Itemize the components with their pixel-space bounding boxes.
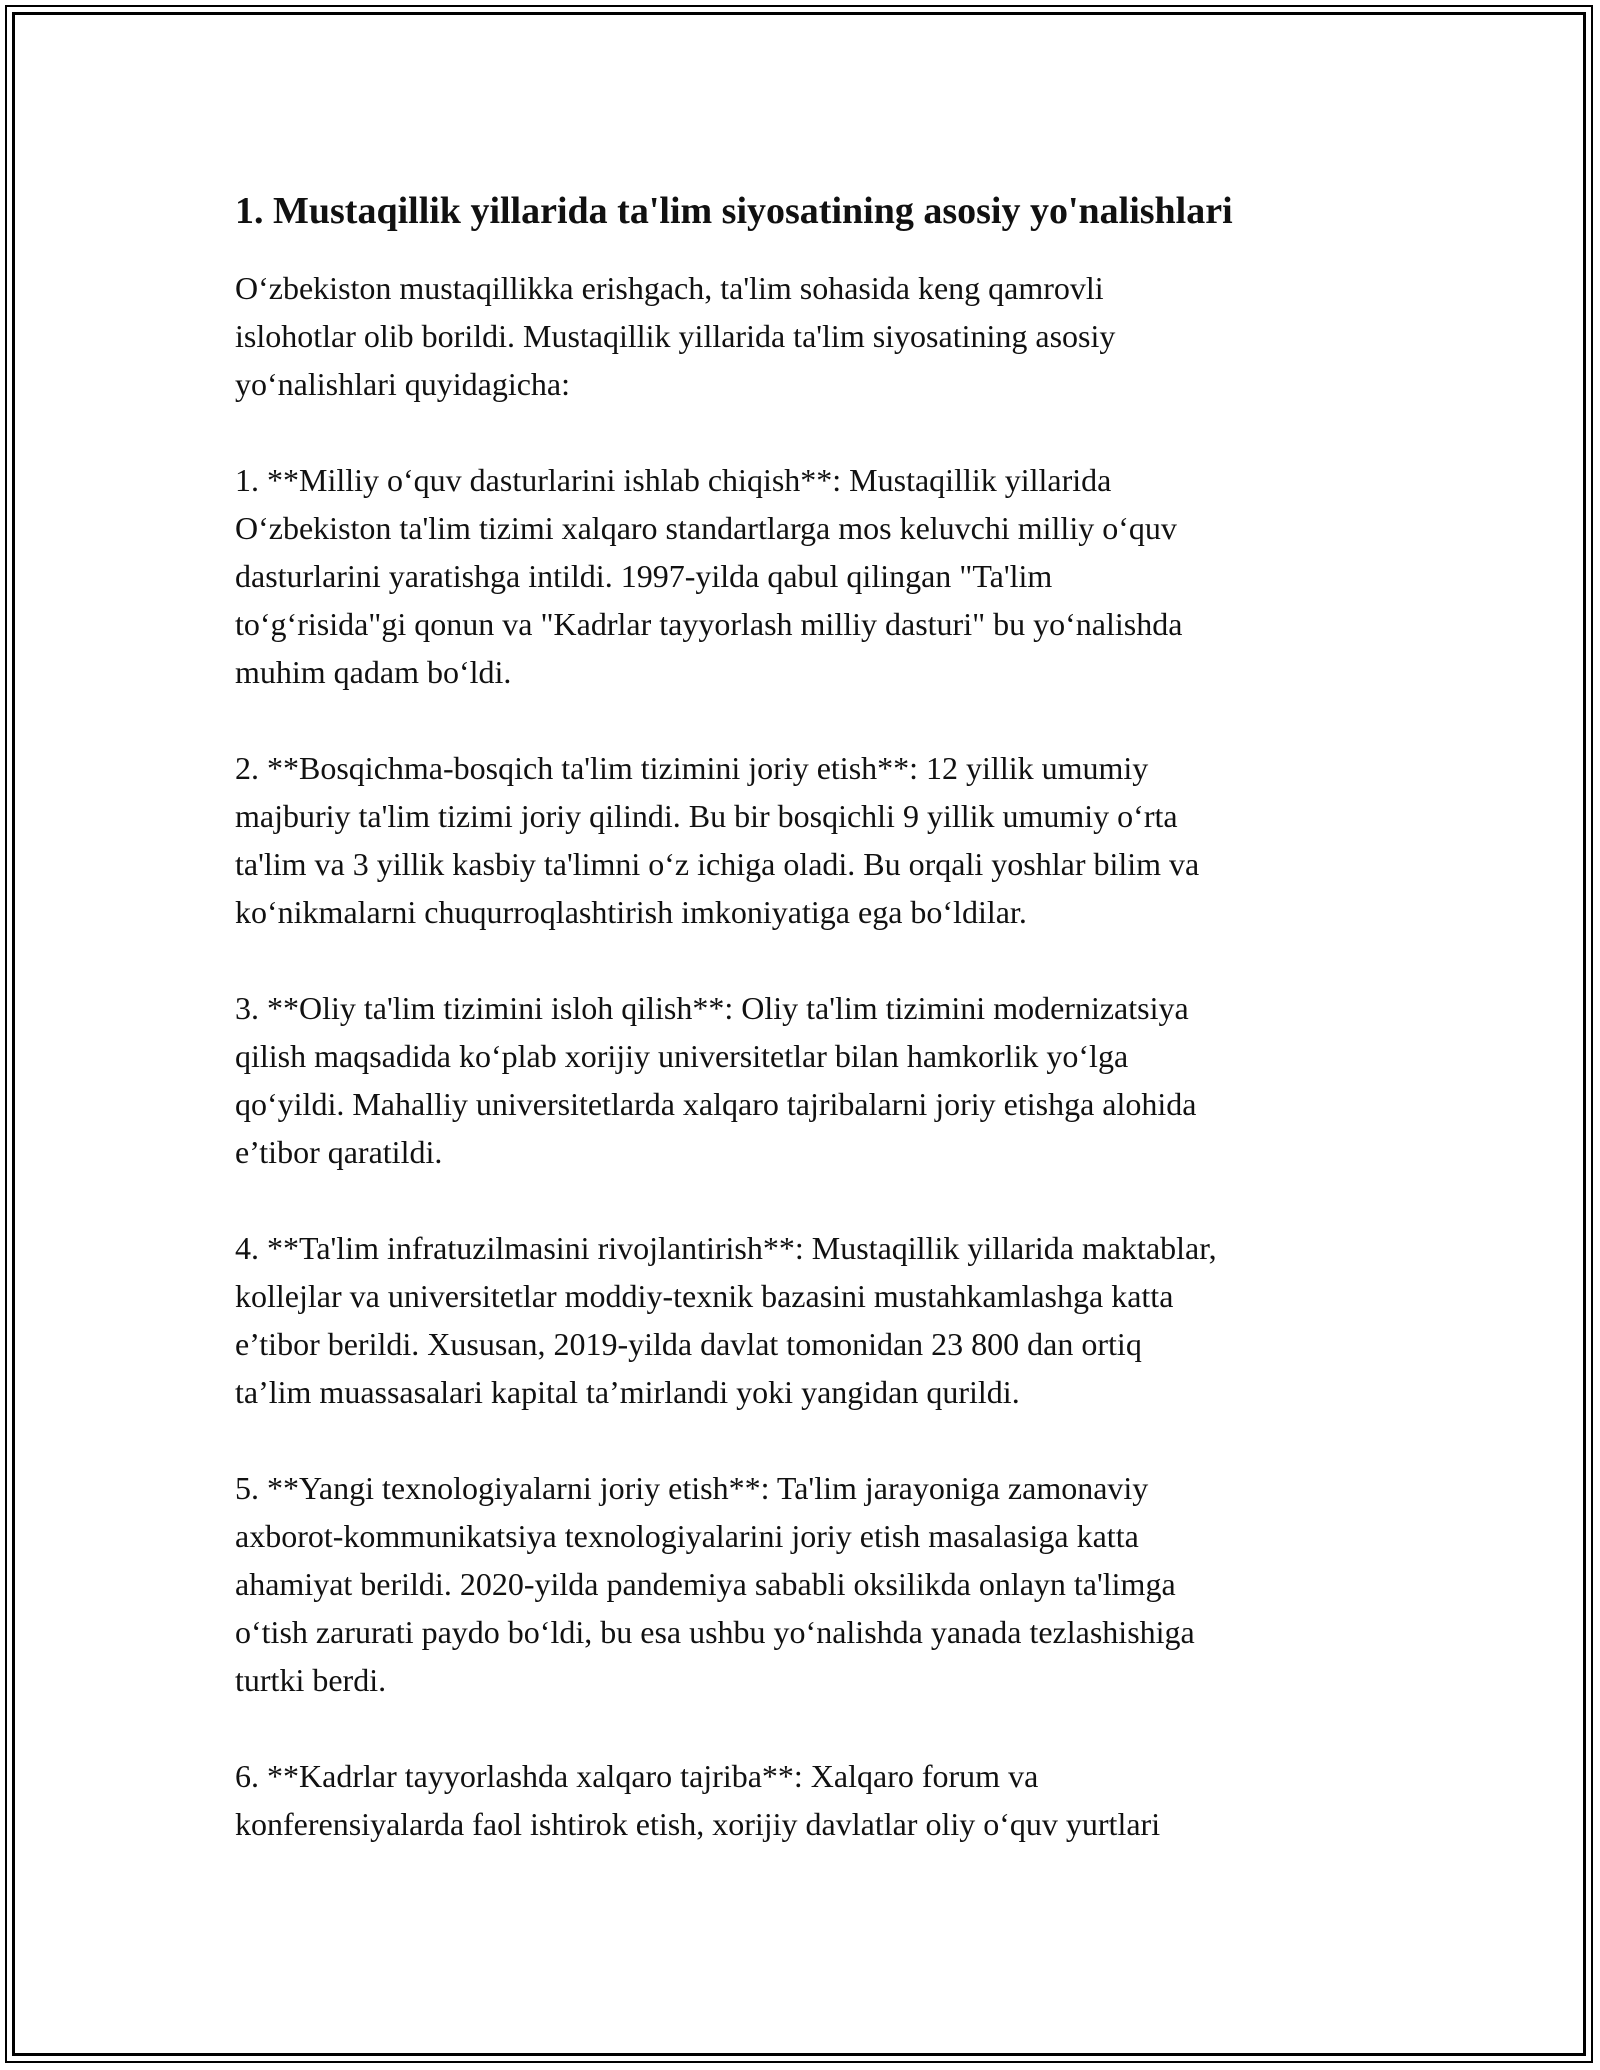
text-line: to‘g‘risida"gi qonun va "Kadrlar tayyorlash milliy dasturi" bu yo‘nalishda bbox=[235, 606, 1183, 642]
text-line: dasturlarini yaratishga intildi. 1997-yilda qabul qilingan "Ta'lim bbox=[235, 558, 1053, 594]
text-line: konferensiyalarda faol ishtirok etish, xorijiy davlatlar oliy o‘quv yurtlari bbox=[235, 1806, 1161, 1842]
intro-paragraph bbox=[235, 264, 1395, 408]
text-line: ta'lim va 3 yillik kasbiy ta'limni o‘z ichiga oladi. Bu orqali yoshlar bilim va bbox=[235, 846, 1200, 882]
text-line: 6. **Kadrlar tayyorlashda xalqaro tajriba**: Xalqaro forum va bbox=[235, 1758, 1039, 1794]
text-line: ahamiyat berildi. 2020-yilda pandemiya sababli oksilikda onlayn ta'limga bbox=[235, 1566, 1176, 1602]
text-line: ko‘nikmalarni chuqurroqlashtirish imkoniyatiga ega bo‘ldilar. bbox=[235, 894, 1027, 930]
text-line: 5. **Yangi texnologiyalarni joriy etish**: Ta'lim jarayoniga zamonaviy bbox=[235, 1470, 1149, 1506]
text-line: qo‘yildi. Mahalliy universitetlarda xalqaro tajribalarni joriy etishga alohida bbox=[235, 1086, 1197, 1122]
paragraph-item-5 bbox=[235, 1464, 1395, 1704]
paragraph-item-6 bbox=[235, 1752, 1395, 1848]
document-title: 1. Mustaqillik yillarida ta'lim siyosatining asosiy yo'nalishlari bbox=[235, 190, 1233, 232]
text-line: e’tibor qaratildi. bbox=[235, 1134, 443, 1170]
text-line: 1. **Milliy o‘quv dasturlarini ishlab chiqish**: Mustaqillik yillarida bbox=[235, 462, 1112, 498]
text-line: turtki berdi. bbox=[235, 1662, 387, 1698]
text-line: ta’lim muassasalari kapital ta’mirlandi yoki yangidan qurildi. bbox=[235, 1374, 1020, 1410]
paragraph-item-2 bbox=[235, 744, 1395, 936]
text-line: qilish maqsadida ko‘plab xorijiy universitetlar bilan hamkorlik yo‘lga bbox=[235, 1038, 1129, 1074]
paragraph-item-3 bbox=[235, 984, 1395, 1176]
document-body bbox=[235, 186, 1395, 1896]
text-line: 3. **Oliy ta'lim tizimini isloh qilish**: Oliy ta'lim tizimini modernizatsiya bbox=[235, 990, 1189, 1026]
text-line: yo‘nalishlari quyidagicha: bbox=[235, 366, 571, 402]
text-line: e’tibor berildi. Xususan, 2019-yilda davlat tomonidan 23 800 dan ortiq bbox=[235, 1326, 1142, 1362]
text-line: muhim qadam bo‘ldi. bbox=[235, 654, 512, 690]
text-line: O‘zbekiston mustaqillikka erishgach, ta'lim sohasida keng qamrovli bbox=[235, 270, 1104, 306]
text-line: islohotlar olib borildi. Mustaqillik yillarida ta'lim siyosatining asosiy bbox=[235, 318, 1116, 354]
text-line: axborot-kommunikatsiya texnologiyalarini joriy etish masalasiga katta bbox=[235, 1518, 1139, 1554]
paragraph-item-4 bbox=[235, 1224, 1395, 1416]
text-line: majburiy ta'lim tizimi joriy qilindi. Bu bir bosqichli 9 yillik umumiy o‘rta bbox=[235, 798, 1178, 834]
text-line: 4. **Ta'lim infratuzilmasini rivojlantirish**: Mustaqillik yillarida maktablar, bbox=[235, 1230, 1217, 1266]
text-line: kollejlar va universitetlar moddiy-texnik bazasini mustahkamlashga katta bbox=[235, 1278, 1174, 1314]
paragraph-item-1 bbox=[235, 456, 1395, 696]
text-line: 2. **Bosqichma-bosqich ta'lim tizimini joriy etish**: 12 yillik umumiy bbox=[235, 750, 1149, 786]
text-line: O‘zbekiston ta'lim tizimi xalqaro standartlarga mos keluvchi milliy o‘quv bbox=[235, 510, 1177, 546]
text-line: o‘tish zarurati paydo bo‘ldi, bu esa ushbu yo‘nalishda yanada tezlashishiga bbox=[235, 1614, 1195, 1650]
